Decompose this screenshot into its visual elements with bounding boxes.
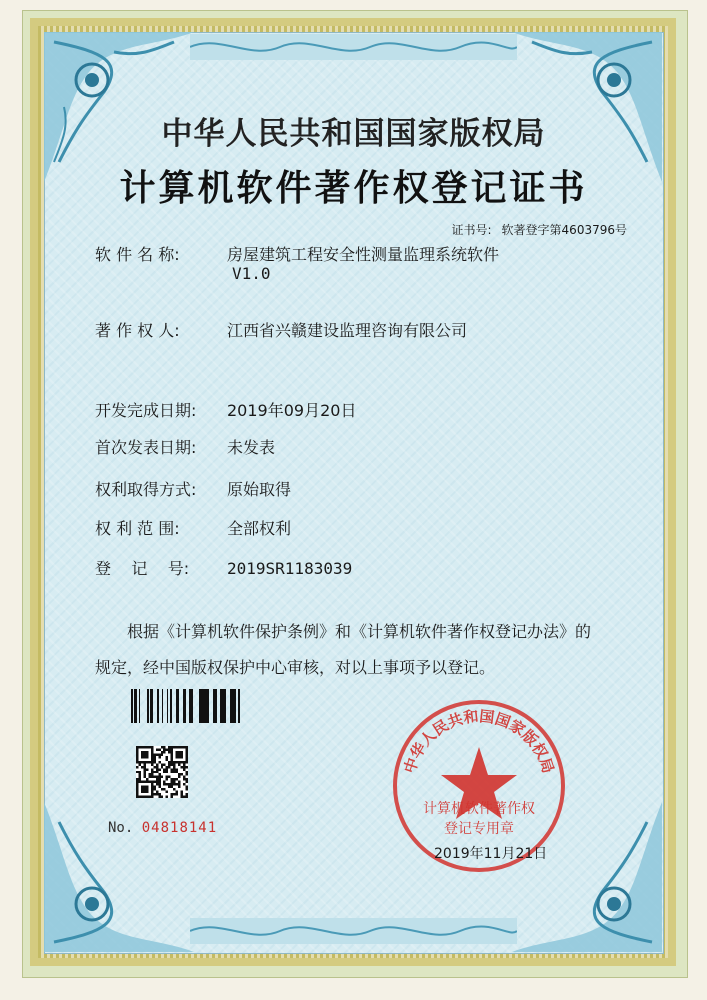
field-registration-number xyxy=(95,556,352,579)
seal-arc-text: 中华人民共和国国家版权局 xyxy=(400,707,558,776)
field-label: 登 记 号: xyxy=(95,559,190,578)
software-version: V1.0 xyxy=(232,264,271,283)
field-software-name xyxy=(95,242,500,283)
certificate-number-label: 证书号: xyxy=(451,223,492,237)
field-rights-scope xyxy=(95,516,291,539)
barcode-icon xyxy=(131,689,241,723)
field-label: 首次发表日期: xyxy=(95,438,197,457)
field-label: 权利取得方式: xyxy=(95,480,197,499)
seal-line-2: 登记专用章 xyxy=(444,821,514,837)
issue-date: 2019年11月21日 xyxy=(434,846,548,862)
field-copyright-owner xyxy=(95,318,467,341)
field-value: 2019SR1183039 xyxy=(227,559,353,578)
serial-number xyxy=(108,820,217,836)
field-completion-date xyxy=(95,398,356,421)
qr-code-icon xyxy=(136,746,188,798)
statement-line-2: 规定，经中国版权保护中心审核，对以上事项予以登记。 xyxy=(95,658,496,677)
serial-prefix: No. xyxy=(108,820,134,836)
field-label: 开发完成日期: xyxy=(95,401,197,420)
field-value: 原始取得 xyxy=(227,480,292,499)
statement-line-1: 根据《计算机软件保护条例》和《计算机软件著作权登记办法》的 xyxy=(127,622,592,641)
field-value: 江西省兴赣建设监理咨询有限公司 xyxy=(227,321,468,340)
field-label: 权 利 范 围: xyxy=(95,519,180,538)
certificate-number xyxy=(452,221,628,238)
bottom-band-ornament-icon xyxy=(190,918,517,944)
field-first-publication xyxy=(95,435,275,458)
top-band-ornament-icon xyxy=(190,34,517,60)
issuing-authority: 中华人民共和国国家版权局 xyxy=(161,116,546,152)
certificate-number-value: 软著登字第4603796号 xyxy=(501,223,627,237)
field-acquisition-method xyxy=(95,477,291,500)
certificate-title: 计算机软件著作权登记证书 xyxy=(119,167,588,209)
serial-value: 04818141 xyxy=(141,820,218,836)
field-label: 著 作 权 人: xyxy=(95,321,180,340)
field-value: 房屋建筑工程安全性测量监理系统软件 xyxy=(227,245,500,264)
field-label: 软 件 名 称: xyxy=(95,245,180,264)
field-value: 全部权利 xyxy=(227,519,292,538)
field-value: 未发表 xyxy=(227,438,276,457)
seal-line-1: 计算机软件著作权 xyxy=(423,801,535,817)
field-value: 2019年09月20日 xyxy=(227,401,357,420)
